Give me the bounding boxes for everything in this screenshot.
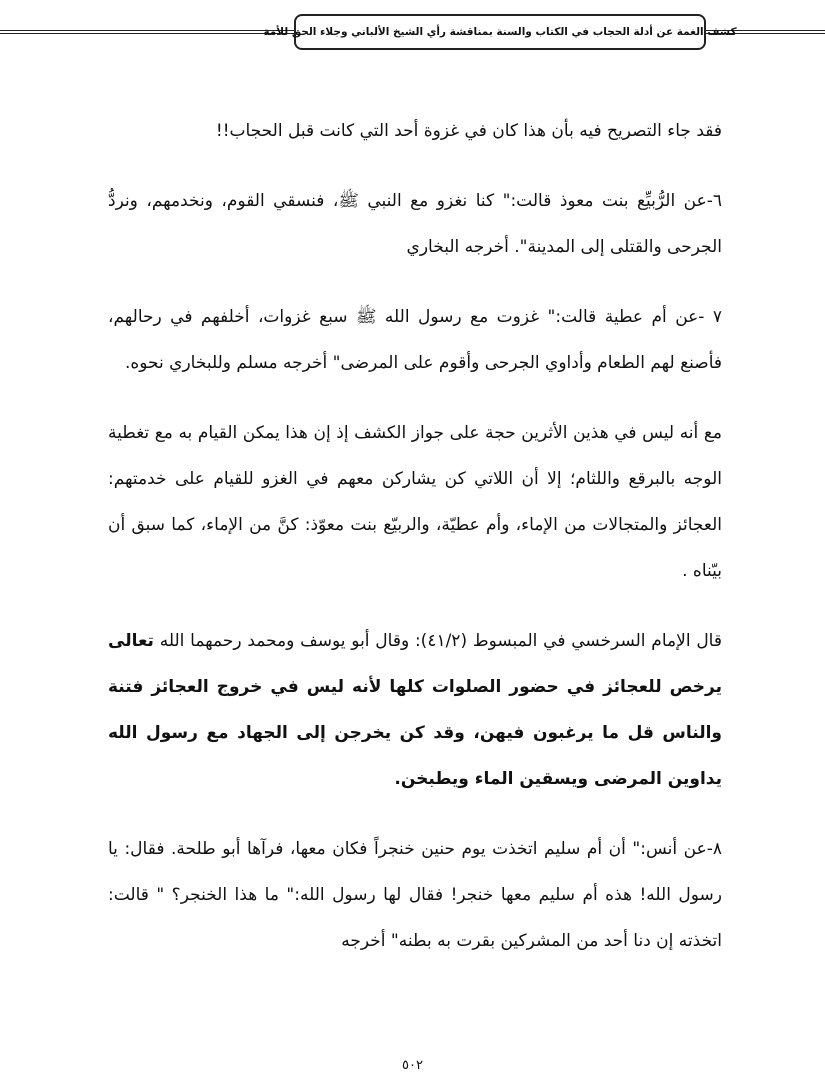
paragraph-sarakhsi-quote [108, 618, 722, 802]
paragraph-hadith-6: ٦-عن الرُّبيِّع بنت معوذ قالت:" كنا نغزو مع النبي ﷺ، فنسقي القوم، ونخدمهم، ونردُّ الجرحى والقتلى إلى المدينة". أخرجه البخاري [108, 191, 722, 257]
header-rule-left [0, 30, 296, 34]
sarakhsi-quote-bold: تعالى يرخص للعجائز في حضور الصلوات كلها لأنه ليس في خروج العجائز فتنة والناس قل ما يرغبون فيهن، وقد كن يخرجن إلى الجهاد مع رسول الله يداوين المرضى ويسقين الماء ويطبخن. [108, 631, 722, 789]
running-header-title: كشف الغمة عن أدلة الحجاب في الكتاب والسنة بمناقشة رأي الشيخ الألباني وجلاء الحق للأمة [263, 26, 737, 38]
paragraph-commentary: مع أنه ليس في هذين الأثرين حجة على جواز الكشف إذ إن هذا يمكن القيام به مع تغطية الوجه بالبرقع واللثام؛ إلا أن اللاتي كن يشاركن معهم في الغزو للقيام على خدمتهم: العجائز والمتجالات من الإماء، وأم عطيّة، والربيّع بنت معوّذ: كنَّ من الإماء، كما سبق أن بيّناه . [108, 423, 722, 581]
paragraph-hadith-7: ٧ -عن أم عطية قالت:" غزوت مع رسول الله ﷺ سبع غزوات، أخلفهم في رحالهم، فأصنع لهم الطعام وأداوي الجرحى وأقوم على المرضى" أخرجه مسلم وللبخاري نحوه. [108, 307, 722, 373]
paragraph-uhud-statement: فقد جاء التصريح فيه بأن هذا كان في غزوة أحد التي كانت قبل الحجاب!! [215, 121, 722, 141]
page-body [108, 108, 722, 988]
sarakhsi-intro: قال الإمام السرخسي في المبسوط (٤١/٢): وقال أبو يوسف ومحمد رحمهما الله [159, 631, 722, 651]
paragraph-hadith-8: ٨-عن أنس:" أن أم سليم اتخذت يوم حنين خنجراً فكان معها، فرآها أبو طلحة. فقال: يا رسول الله! هذه أم سليم معها خنجر! فقال لها رسول الله:" ما هذا الخنجر؟ " قالت: اتخذته إن دنا أحد من المشركين بقرت به بطنه" أخرجه [108, 839, 722, 951]
page-number: ٥٠٢ [402, 1058, 423, 1073]
running-header [263, 14, 737, 50]
